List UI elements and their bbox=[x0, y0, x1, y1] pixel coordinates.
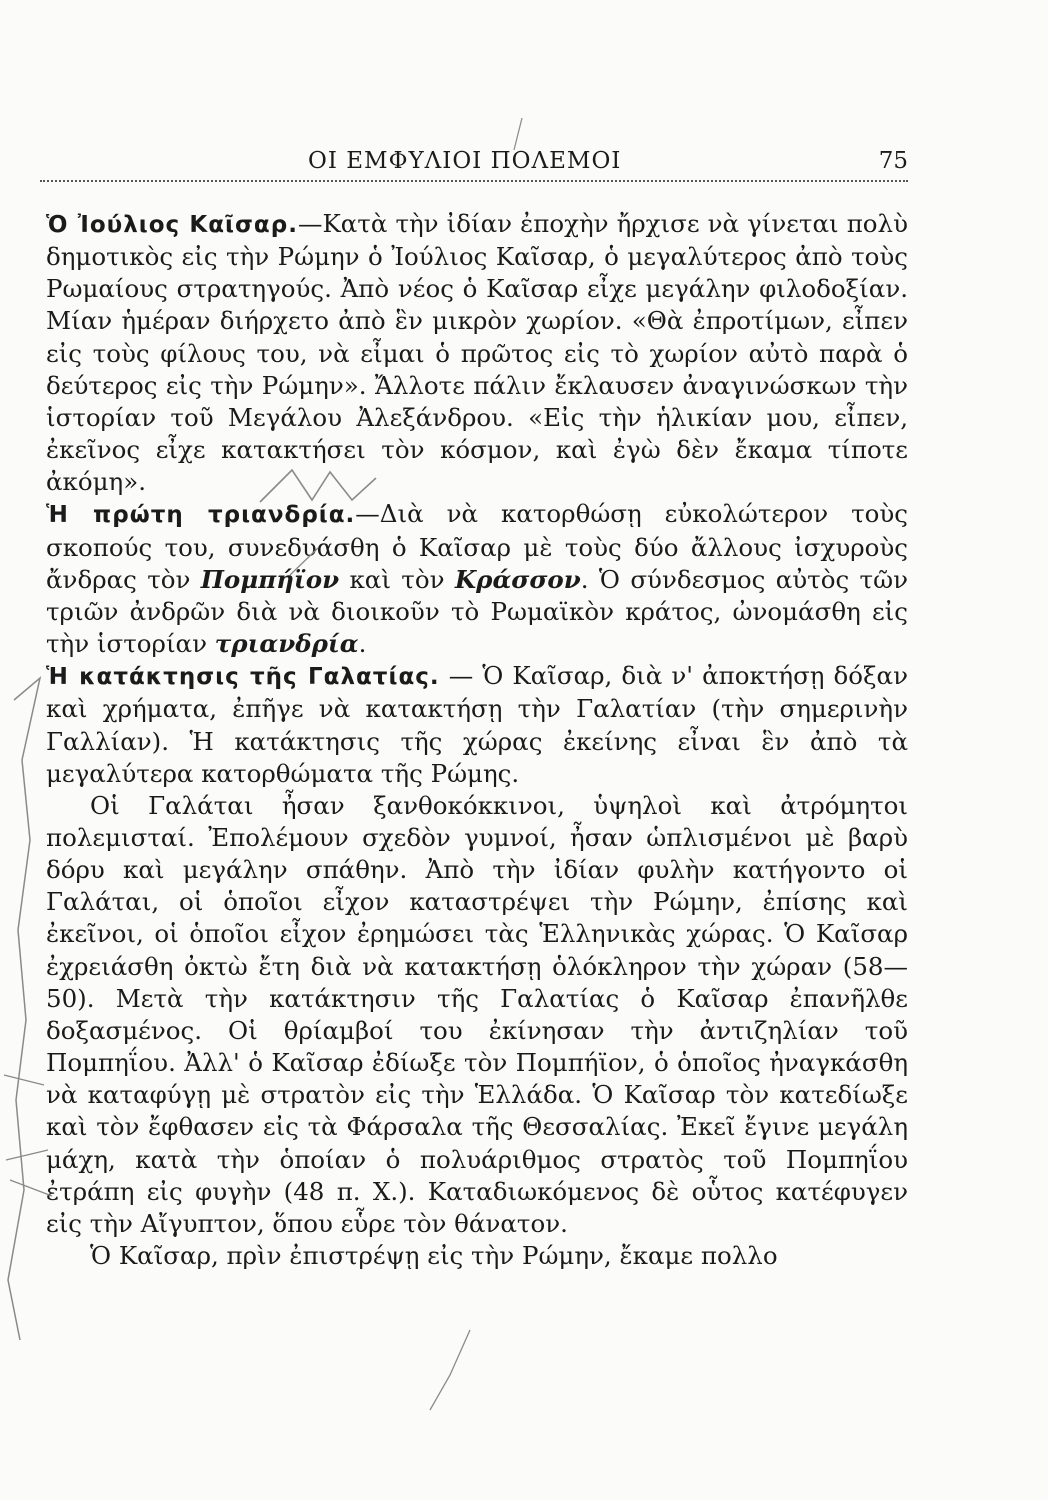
section-text: καὶ τὸν bbox=[339, 564, 455, 594]
name-crassus: Κράσσον bbox=[454, 564, 581, 594]
section-text: — Ὁ Καῖσαρ, διὰ ν' ἀποκτήσῃ δόξαν καὶ χρήματα, ἐπῆγε νὰ κατακτήσῃ τὴν Γαλατίαν (τὴν σημερινὴν Γαλλίαν). Ἡ κατάκτησις τῆς χώρας ἐκείνης εἶναι ἓν ἀπὸ τὰ μεγαλύτερα κατορθώματα τῆς Ρώμης. bbox=[46, 661, 908, 788]
section-text: —Κατὰ τὴν ἰδίαν ἐποχὴν ἤρχισε νὰ γίνεται πολὺ δημοτικὸς εἰς τὴν Ρώμην ὁ Ἰούλιος Καῖσαρ, ὁ μεγαλύτερος ἀπὸ τοὺς Ρωμαίους στρατηγούς. Ἀπὸ νέος ὁ Καῖσαρ εἶχε μεγάλην φιλοδοξίαν. Μίαν ἡμέραν διήρχετο ἀπὸ ἓν μικρὸν χωρίον. «Θὰ ἐπροτίμων, εἶπεν εἰς τοὺς φίλους του, νὰ εἶμαι ὁ πρῶτος εἰς τὸ χωρίον αὐτὸ παρὰ ὁ δεύτερος εἰς τὴν Ρώμην». Ἄλλοτε πάλιν ἔκλαυσεν ἀναγινώσκων τὴν ἱστορίαν τοῦ Μεγάλου Ἀλεξάνδρου. «Εἰς τὴν ἡλικίαν μου, εἶπεν, ἐκεῖνος εἶχε κατακτήσει τὸν κόσμον, καὶ ἐγὼ δὲν ἔκαμα τίποτε ἀκόμη». bbox=[46, 209, 908, 497]
section-heading: Ὁ Ἰούλιος Καῖσαρ. bbox=[46, 212, 298, 238]
section-gaul-conquest bbox=[46, 660, 908, 790]
section-heading: Ἡ πρώτη τριανδρία. bbox=[46, 502, 356, 529]
section-text: —Διὰ νὰ κατορθώσῃ εὐκολώτερον τοὺς σκοπούς του, συνεδυάσθη ὁ Καῖσαρ μὲ τοὺς δύο ἄλλους ἰσχυροὺς ἄνδρας τὸν bbox=[46, 499, 909, 594]
section-text: . Ὁ σύνδεσμος αὐτὸς τῶν τριῶν ἀνδρῶν διὰ νὰ διοικοῦν τὸ Ρωμαϊκὸν κράτος, ὠνομάσθη εἰς τὴν ἱστορίαν bbox=[46, 564, 908, 659]
page-number: 75 bbox=[878, 148, 908, 174]
section-julius-caesar bbox=[46, 208, 908, 498]
section-first-triumvirate bbox=[46, 498, 908, 660]
paragraph: Οἱ Γαλάται ἦσαν ξανθοκόκκινοι, ὑψηλοὶ καὶ ἀτρόμητοι πολεμισταί. Ἐπολέμουν σχεδὸν γυμνοί, ἦσαν ὡπλισμένοι μὲ βαρὺ δόρυ καὶ μεγάλην σπάθην. Ἀπὸ τὴν ἰδίαν φυλὴν κατήγοντο οἱ Γαλάται, οἱ ὁποῖοι εἶχον καταστρέψει τὴν Ρώμην, ἐπίσης καὶ ἐκεῖνοι, οἱ ὁποῖοι εἶχον ἐρημώσει τὰς Ἑλληνικὰς χώρας. Ὁ Καῖσαρ ἐχρειάσθη ὀκτὼ ἔτη διὰ νὰ κατακτήσῃ ὁλόκληρον τὴν χώραν (58—50). Μετὰ τὴν κατάκτησιν τῆς Γαλατίας ὁ Καῖσαρ ἐπανῆλθε δοξασμένος. Οἱ θρίαμβοί του ἐκίνησαν τὴν ἀντιζηλίαν τοῦ Πομπηΐου. Ἀλλ' ὁ Καῖσαρ ἐδίωξε τὸν Πομπήϊον, ὁ ὁποῖος ἠναγκάσθη νὰ καταφύγῃ μὲ στρατὸν εἰς τὴν Ἑλλάδα. Ὁ Καῖσαρ τὸν κατεδίωξε καὶ τὸν ἔφθασεν εἰς τὰ Φάρσαλα τῆς Θεσσαλίας. Ἐκεῖ ἔγινε μεγάλη μάχη, κατὰ τὴν ὁποίαν ὁ πολυάριθμος στρατὸς τοῦ Πομπηΐου ἐτράπη εἰς φυγὴν (48 π. Χ.). Καταδιωκόμενος δὲ οὗτος κατέφυγεν εἰς τὴν Αἴγυπτον, ὅπου εὗρε τὸν θάνατον. bbox=[46, 790, 908, 1238]
section-text: . bbox=[358, 629, 367, 659]
running-header bbox=[40, 148, 908, 178]
body-text bbox=[46, 208, 908, 1272]
name-pompey: Πομπήϊον bbox=[200, 564, 340, 594]
header-dotted-rule bbox=[40, 180, 908, 182]
section-heading: Ἡ κατάκτησις τῆς Γαλατίας. bbox=[46, 664, 440, 691]
chapter-title: ΟΙ ΕΜΦΥΛΙΟΙ ΠΟΛΕΜΟΙ bbox=[308, 148, 622, 174]
term-triumvirate: τριανδρία bbox=[214, 629, 359, 659]
paragraph: Ὁ Καῖσαρ, πρὶν ἐπιστρέψῃ εἰς τὴν Ρώμην, ἔκαμε πολλο bbox=[90, 1241, 778, 1270]
